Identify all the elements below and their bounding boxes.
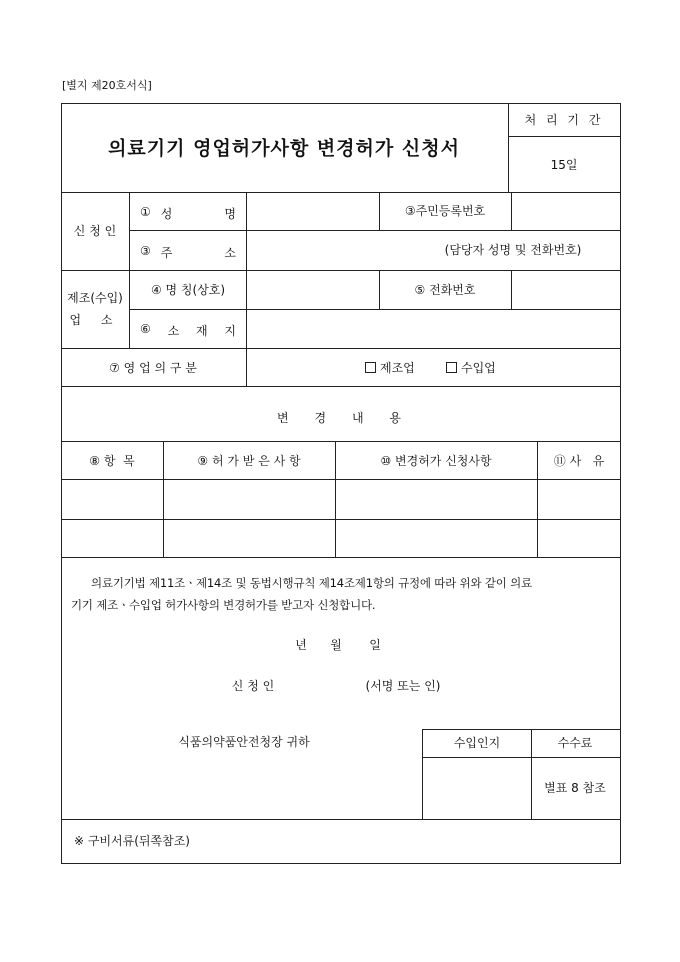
form-reference: [별지 제20호서식]	[62, 79, 152, 92]
checkbox-icon	[365, 362, 376, 373]
applicant-address-field[interactable]	[247, 231, 427, 269]
business-type-label: ⑦ 영 업 의 구 분	[109, 361, 197, 375]
row-line-9	[61, 557, 620, 558]
fee-label: 수수료	[557, 736, 593, 750]
title-divider	[508, 103, 509, 192]
changes-section-title: 변 경 내 용	[277, 411, 401, 425]
business-location-label: ⑥ 소 재 지	[140, 322, 236, 338]
signer-label: 신 청 인	[231, 679, 275, 693]
declaration-line-2: 기기 제조ㆍ수입업 허가사항의 변경허가를 받고자 신청합니다.	[71, 598, 376, 612]
date-month: 월	[330, 638, 342, 652]
col-line-mid-2	[379, 270, 380, 309]
footer-note: ※ 구비서류(뒤쪽참조)	[74, 834, 190, 848]
date-year: 년	[295, 638, 307, 652]
outer-border-top	[61, 103, 621, 104]
recipient: 식품의약품안전청장 귀하	[178, 735, 310, 749]
col-line-section	[129, 192, 130, 348]
revenue-stamp-box[interactable]	[423, 758, 530, 818]
applicant-name-field[interactable]	[247, 193, 378, 229]
business-phone-field[interactable]	[512, 271, 619, 308]
contact-note: (담당자 성명 및 전화번호)	[444, 243, 582, 257]
checkbox-icon	[446, 362, 457, 373]
business-name-field[interactable]	[247, 271, 378, 308]
col-header-requested: ⑩ 변경허가 신청사항	[380, 454, 492, 468]
option-manufacture[interactable]: 제조업	[365, 362, 415, 374]
fee-bottom-line	[61, 819, 620, 820]
processing-period-value: 15일	[550, 158, 578, 172]
col-header-reason: ⑪ 사 유	[553, 454, 605, 468]
col-header-item: ⑧ 항 목	[89, 454, 135, 468]
applicant-name-label: ① 성 명	[140, 205, 236, 221]
processing-divider	[508, 136, 620, 137]
declaration-line-1: 의료기기법 제11조ㆍ제14조 및 동법시행규칙 제14조제1항의 규정에 따라 위와 같이 의료	[91, 576, 532, 590]
applicant-section-label: 신 청 인	[73, 224, 117, 238]
business-phone-label: ⑤ 전화번호	[414, 283, 476, 297]
rrn-label: ③주민등록번호	[404, 204, 486, 218]
applicant-address-label: ③ 주 소	[140, 244, 236, 260]
rrn-field[interactable]	[512, 193, 619, 229]
form-title: 의료기기 영업허가사항 변경허가 신청서	[108, 137, 460, 160]
changes-row-1[interactable]	[62, 480, 620, 518]
fee-top-line	[422, 729, 620, 730]
fee-value: 별표 8 참조	[544, 781, 606, 795]
processing-period-label: 처 리 기 간	[524, 113, 604, 127]
col-header-approved: ⑨ 허 가 받 은 사 항	[197, 454, 301, 468]
revenue-stamp-label: 수입인지	[453, 736, 501, 750]
row-line-5	[61, 386, 620, 387]
business-name-label: ④ 명 칭(상호)	[150, 283, 226, 297]
outer-border-bottom	[61, 863, 621, 864]
sign-note: (서명 또는 인)	[365, 679, 441, 693]
business-section-label-2: 업 소	[69, 313, 121, 327]
date-day: 일	[369, 638, 381, 652]
fee-col-mid	[531, 729, 532, 819]
business-section-label-1: 제조(수입)	[67, 291, 123, 305]
option-import[interactable]: 수입업	[446, 362, 496, 374]
row-line-4	[61, 348, 620, 349]
col-line-mid-1	[379, 192, 380, 230]
outer-border-right	[620, 103, 621, 863]
changes-row-2[interactable]	[62, 520, 620, 556]
business-location-field[interactable]	[247, 310, 619, 347]
